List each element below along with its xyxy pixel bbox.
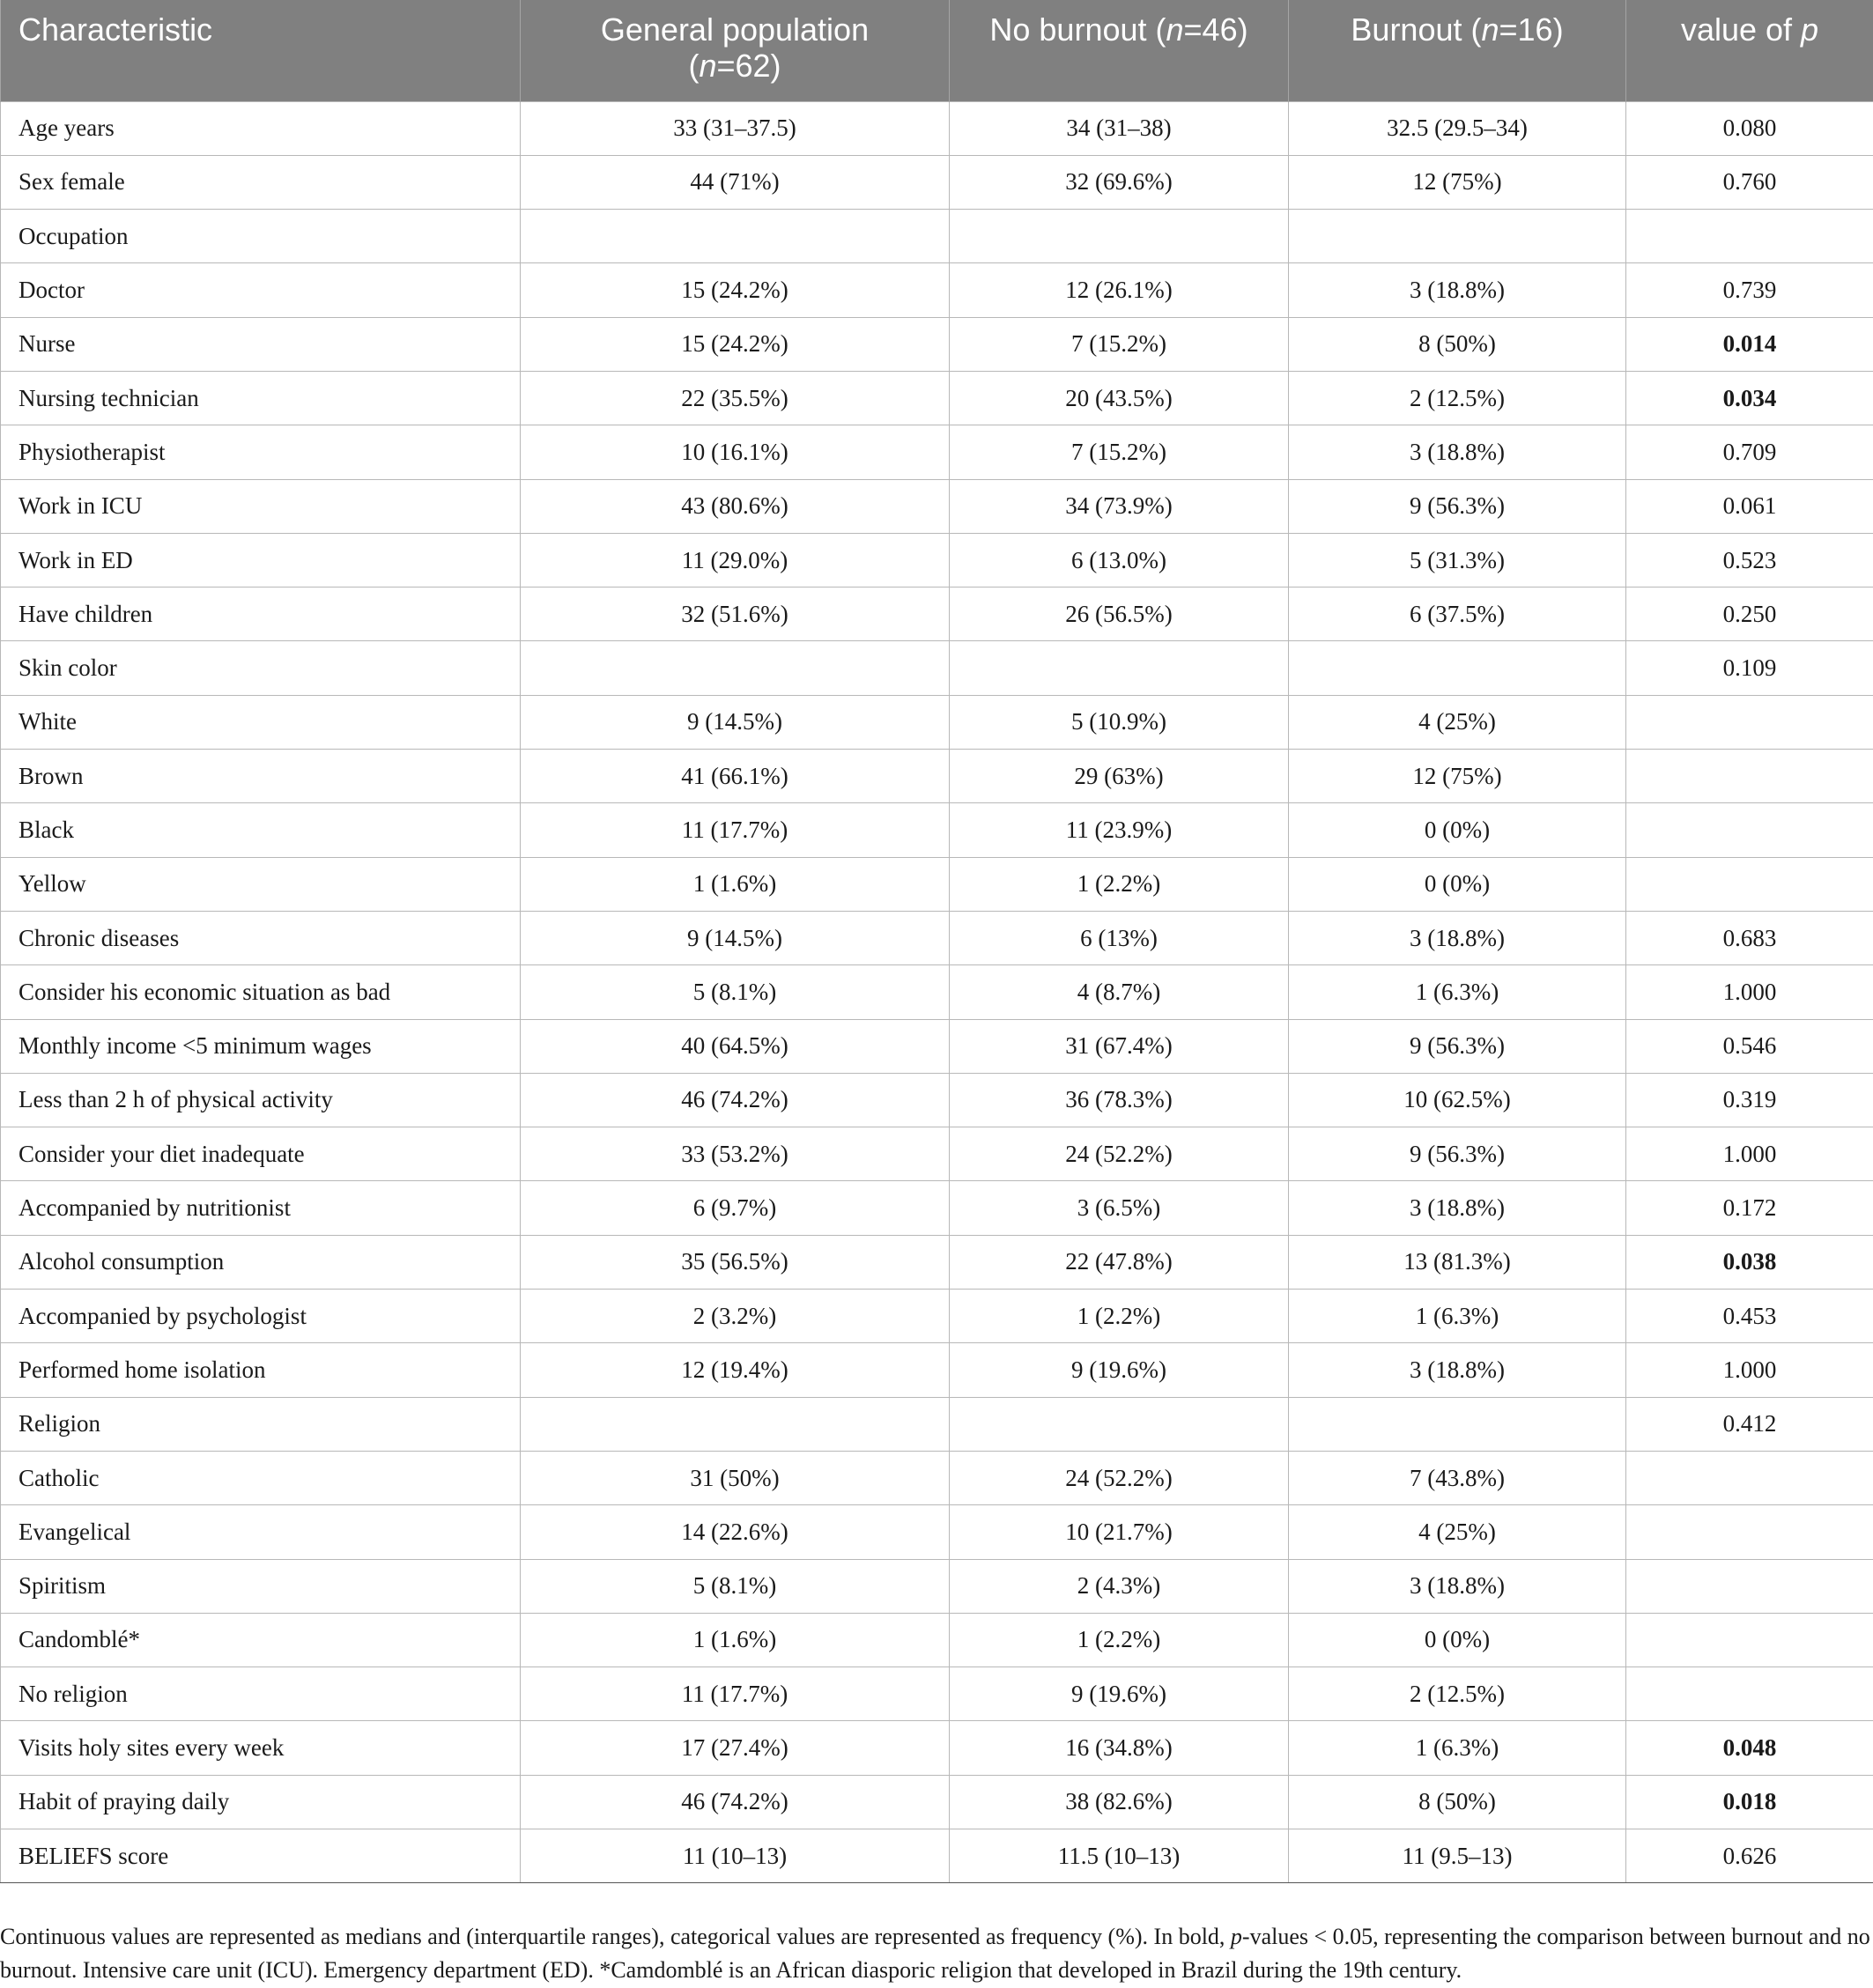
- table-row: [1, 1775, 1873, 1829]
- characteristic-cell: Work in ED: [1, 533, 521, 587]
- general-population-cell: 17 (27.4%): [521, 1721, 950, 1775]
- table-row: [1, 101, 1873, 155]
- no-burnout-cell: 6 (13%): [950, 911, 1289, 964]
- characteristic-cell: Catholic: [1, 1451, 521, 1504]
- general-population-cell: [521, 641, 950, 695]
- header-general-population: [521, 0, 950, 101]
- no-burnout-cell: 31 (67.4%): [950, 1019, 1289, 1073]
- no-burnout-cell: 12 (26.1%): [950, 263, 1289, 317]
- table-row: [1, 210, 1873, 263]
- p-value-cell: [1626, 695, 1873, 749]
- general-population-cell: 22 (35.5%): [521, 371, 950, 425]
- burnout-cell: 0 (0%): [1289, 803, 1626, 857]
- general-population-cell: 31 (50%): [521, 1451, 950, 1504]
- no-burnout-cell: 24 (52.2%): [950, 1127, 1289, 1181]
- p-value-cell: 0.739: [1626, 263, 1873, 317]
- burnout-cell: 3 (18.8%): [1289, 1343, 1626, 1397]
- no-burnout-cell: 1 (2.2%): [950, 1613, 1289, 1667]
- table-row: [1, 533, 1873, 587]
- p-value-cell: 0.172: [1626, 1181, 1873, 1235]
- characteristic-cell: Occupation: [1, 210, 521, 263]
- general-population-cell: [521, 210, 950, 263]
- characteristic-cell: Yellow: [1, 857, 521, 911]
- p-value-cell: [1626, 1451, 1873, 1504]
- characteristic-cell: Accompanied by psychologist: [1, 1290, 521, 1343]
- no-burnout-cell: 34 (31–38): [950, 101, 1289, 155]
- general-population-cell: [521, 1397, 950, 1451]
- general-population-cell: 1 (1.6%): [521, 857, 950, 911]
- characteristic-cell: Nurse: [1, 317, 521, 371]
- general-population-cell: 33 (31–37.5): [521, 101, 950, 155]
- no-burnout-cell: 9 (19.6%): [950, 1667, 1289, 1721]
- no-burnout-cell: 20 (43.5%): [950, 371, 1289, 425]
- table-row: [1, 371, 1873, 425]
- table-row: [1, 1721, 1873, 1775]
- general-population-cell: 44 (71%): [521, 155, 950, 209]
- header-p-value: value of p: [1626, 0, 1873, 101]
- general-population-cell: 11 (17.7%): [521, 803, 950, 857]
- general-population-cell: 41 (66.1%): [521, 750, 950, 803]
- characteristic-cell: Less than 2 h of physical activity: [1, 1073, 521, 1127]
- characteristic-cell: Religion: [1, 1397, 521, 1451]
- p-value-cell: 0.018: [1626, 1775, 1873, 1829]
- table-row: [1, 750, 1873, 803]
- burnout-cell: 6 (37.5%): [1289, 588, 1626, 641]
- table-row: [1, 1613, 1873, 1667]
- p-value-cell: [1626, 1559, 1873, 1613]
- characteristic-cell: Black: [1, 803, 521, 857]
- burnout-cell: 12 (75%): [1289, 750, 1626, 803]
- characteristic-cell: BELIEFS score: [1, 1829, 521, 1883]
- table-row: [1, 1181, 1873, 1235]
- no-burnout-cell: 29 (63%): [950, 750, 1289, 803]
- no-burnout-cell: 22 (47.8%): [950, 1235, 1289, 1289]
- p-value-cell: 0.760: [1626, 155, 1873, 209]
- general-population-cell: 6 (9.7%): [521, 1181, 950, 1235]
- table-row: [1, 965, 1873, 1019]
- characteristic-cell: No religion: [1, 1667, 521, 1721]
- characteristic-cell: Have children: [1, 588, 521, 641]
- table-row: [1, 263, 1873, 317]
- no-burnout-cell: 24 (52.2%): [950, 1451, 1289, 1504]
- burnout-cell: 4 (25%): [1289, 695, 1626, 749]
- table-row: [1, 803, 1873, 857]
- p-value-cell: 0.061: [1626, 479, 1873, 533]
- burnout-cell: 5 (31.3%): [1289, 533, 1626, 587]
- general-population-cell: 46 (74.2%): [521, 1073, 950, 1127]
- burnout-cell: 3 (18.8%): [1289, 1181, 1626, 1235]
- table-footnote: Continuous values are represented as medians and (interquartile ranges), categorical values are represented as frequency (%). In bold, p-values < 0.05, representing the comparison between burnout and no burnout. Intensive care unit (ICU). Emergency department (ED). *Camdomblé is an African diasporic religion that developed in Brazil during the 19th century.: [0, 1924, 1870, 1983]
- characteristic-cell: White: [1, 695, 521, 749]
- burnout-cell: 8 (50%): [1289, 1775, 1626, 1829]
- burnout-cell: 9 (56.3%): [1289, 479, 1626, 533]
- table-row: [1, 588, 1873, 641]
- table-row: [1, 1073, 1873, 1127]
- burnout-cell: 7 (43.8%): [1289, 1451, 1626, 1504]
- table-row: [1, 1829, 1873, 1883]
- burnout-cell: 3 (18.8%): [1289, 911, 1626, 964]
- burnout-cell: 0 (0%): [1289, 857, 1626, 911]
- no-burnout-cell: 9 (19.6%): [950, 1343, 1289, 1397]
- burnout-cell: 11 (9.5–13): [1289, 1829, 1626, 1883]
- burnout-cell: [1289, 210, 1626, 263]
- p-value-cell: 1.000: [1626, 1343, 1873, 1397]
- p-value-cell: 0.250: [1626, 588, 1873, 641]
- p-value-cell: [1626, 857, 1873, 911]
- table-row: [1, 1235, 1873, 1289]
- burnout-cell: 0 (0%): [1289, 1613, 1626, 1667]
- characteristic-cell: Visits holy sites every week: [1, 1721, 521, 1775]
- p-value-cell: [1626, 210, 1873, 263]
- table-body: [1, 101, 1873, 1883]
- general-population-cell: 46 (74.2%): [521, 1775, 950, 1829]
- general-population-cell: 40 (64.5%): [521, 1019, 950, 1073]
- table-row: [1, 1667, 1873, 1721]
- burnout-cell: 10 (62.5%): [1289, 1073, 1626, 1127]
- header-general-label: General population: [600, 11, 870, 48]
- general-population-cell: 9 (14.5%): [521, 911, 950, 964]
- p-value-cell: 0.412: [1626, 1397, 1873, 1451]
- no-burnout-cell: 2 (4.3%): [950, 1559, 1289, 1613]
- characteristic-cell: Consider his economic situation as bad: [1, 965, 521, 1019]
- p-value-cell: 0.709: [1626, 425, 1873, 479]
- header-characteristic: Characteristic: [1, 0, 521, 101]
- no-burnout-cell: 34 (73.9%): [950, 479, 1289, 533]
- table-row: [1, 1451, 1873, 1504]
- burnout-cell: [1289, 641, 1626, 695]
- characteristic-cell: Sex female: [1, 155, 521, 209]
- p-value-cell: 0.546: [1626, 1019, 1873, 1073]
- characteristic-cell: Accompanied by nutritionist: [1, 1181, 521, 1235]
- p-value-cell: 1.000: [1626, 965, 1873, 1019]
- p-value-cell: 0.319: [1626, 1073, 1873, 1127]
- burnout-cell: 9 (56.3%): [1289, 1019, 1626, 1073]
- table-row: [1, 1505, 1873, 1559]
- burnout-cell: 8 (50%): [1289, 317, 1626, 371]
- table-row: [1, 425, 1873, 479]
- no-burnout-cell: 3 (6.5%): [950, 1181, 1289, 1235]
- general-population-cell: 12 (19.4%): [521, 1343, 950, 1397]
- table-row: [1, 317, 1873, 371]
- general-population-cell: 5 (8.1%): [521, 1559, 950, 1613]
- characteristic-cell: Doctor: [1, 263, 521, 317]
- p-value-cell: 0.038: [1626, 1235, 1873, 1289]
- burnout-cell: [1289, 1397, 1626, 1451]
- header-burnout: Burnout (n=16): [1289, 0, 1626, 101]
- characteristic-cell: Habit of praying daily: [1, 1775, 521, 1829]
- characteristic-cell: Candomblé*: [1, 1613, 521, 1667]
- burnout-cell: 12 (75%): [1289, 155, 1626, 209]
- table-row: [1, 695, 1873, 749]
- table-row: [1, 479, 1873, 533]
- header-no-burnout: No burnout (n=46): [950, 0, 1289, 101]
- burnout-cell: 1 (6.3%): [1289, 1290, 1626, 1343]
- general-population-cell: 1 (1.6%): [521, 1613, 950, 1667]
- table-row: [1, 857, 1873, 911]
- table-row: [1, 641, 1873, 695]
- p-value-cell: [1626, 1613, 1873, 1667]
- characteristic-cell: Performed home isolation: [1, 1343, 521, 1397]
- characteristic-cell: Chronic diseases: [1, 911, 521, 964]
- general-population-cell: 32 (51.6%): [521, 588, 950, 641]
- p-value-cell: 0.048: [1626, 1721, 1873, 1775]
- table-row: [1, 155, 1873, 209]
- no-burnout-cell: 36 (78.3%): [950, 1073, 1289, 1127]
- no-burnout-cell: 7 (15.2%): [950, 317, 1289, 371]
- burnout-cell: 3 (18.8%): [1289, 263, 1626, 317]
- general-population-cell: 10 (16.1%): [521, 425, 950, 479]
- characteristic-cell: Consider your diet inadequate: [1, 1127, 521, 1181]
- no-burnout-cell: 7 (15.2%): [950, 425, 1289, 479]
- characteristic-cell: Skin color: [1, 641, 521, 695]
- no-burnout-cell: 26 (56.5%): [950, 588, 1289, 641]
- burnout-cell: 13 (81.3%): [1289, 1235, 1626, 1289]
- general-population-cell: 11 (29.0%): [521, 533, 950, 587]
- no-burnout-cell: 5 (10.9%): [950, 695, 1289, 749]
- burnout-cell: 2 (12.5%): [1289, 1667, 1626, 1721]
- general-population-cell: 9 (14.5%): [521, 695, 950, 749]
- no-burnout-cell: [950, 210, 1289, 263]
- characteristic-cell: Work in ICU: [1, 479, 521, 533]
- characteristic-cell: Age years: [1, 101, 521, 155]
- characteristic-cell: Alcohol consumption: [1, 1235, 521, 1289]
- characteristic-cell: Spiritism: [1, 1559, 521, 1613]
- p-value-cell: 0.109: [1626, 641, 1873, 695]
- no-burnout-cell: 6 (13.0%): [950, 533, 1289, 587]
- burnout-cell: 2 (12.5%): [1289, 371, 1626, 425]
- general-population-cell: 11 (10–13): [521, 1829, 950, 1883]
- p-value-cell: 0.453: [1626, 1290, 1873, 1343]
- general-population-cell: 11 (17.7%): [521, 1667, 950, 1721]
- no-burnout-cell: [950, 641, 1289, 695]
- burnout-cell: 1 (6.3%): [1289, 1721, 1626, 1775]
- p-value-cell: 0.034: [1626, 371, 1873, 425]
- p-value-cell: [1626, 750, 1873, 803]
- p-value-cell: 0.080: [1626, 101, 1873, 155]
- burnout-cell: 3 (18.8%): [1289, 1559, 1626, 1613]
- no-burnout-cell: 1 (2.2%): [950, 857, 1289, 911]
- general-population-cell: 14 (22.6%): [521, 1505, 950, 1559]
- p-value-cell: 0.626: [1626, 1829, 1873, 1883]
- no-burnout-cell: 4 (8.7%): [950, 965, 1289, 1019]
- general-population-cell: 43 (80.6%): [521, 479, 950, 533]
- no-burnout-cell: 38 (82.6%): [950, 1775, 1289, 1829]
- burnout-cell: 1 (6.3%): [1289, 965, 1626, 1019]
- general-population-cell: 33 (53.2%): [521, 1127, 950, 1181]
- no-burnout-cell: 11 (23.9%): [950, 803, 1289, 857]
- table-row: [1, 1343, 1873, 1397]
- table-row: [1, 1127, 1873, 1181]
- general-population-cell: 5 (8.1%): [521, 965, 950, 1019]
- table-row: [1, 911, 1873, 964]
- table-row: [1, 1290, 1873, 1343]
- p-value-cell: 0.523: [1626, 533, 1873, 587]
- no-burnout-cell: 11.5 (10–13): [950, 1829, 1289, 1883]
- general-population-cell: 15 (24.2%): [521, 317, 950, 371]
- header-general-n: (n=62): [688, 48, 781, 84]
- p-value-cell: 0.014: [1626, 317, 1873, 371]
- no-burnout-cell: [950, 1397, 1289, 1451]
- characteristic-cell: Evangelical: [1, 1505, 521, 1559]
- burnout-cell: 4 (25%): [1289, 1505, 1626, 1559]
- characteristic-cell: Nursing technician: [1, 371, 521, 425]
- no-burnout-cell: 16 (34.8%): [950, 1721, 1289, 1775]
- general-population-cell: 15 (24.2%): [521, 263, 950, 317]
- no-burnout-cell: 1 (2.2%): [950, 1290, 1289, 1343]
- p-value-cell: [1626, 1505, 1873, 1559]
- p-value-cell: [1626, 1667, 1873, 1721]
- p-value-cell: [1626, 803, 1873, 857]
- table-row: [1, 1559, 1873, 1613]
- burnout-cell: 32.5 (29.5–34): [1289, 101, 1626, 155]
- general-population-cell: 2 (3.2%): [521, 1290, 950, 1343]
- burnout-cell: 3 (18.8%): [1289, 425, 1626, 479]
- no-burnout-cell: 10 (21.7%): [950, 1505, 1289, 1559]
- p-value-cell: 0.683: [1626, 911, 1873, 964]
- characteristic-cell: Monthly income <5 minimum wages: [1, 1019, 521, 1073]
- general-population-cell: 35 (56.5%): [521, 1235, 950, 1289]
- table-row: [1, 1019, 1873, 1073]
- no-burnout-cell: 32 (69.6%): [950, 155, 1289, 209]
- characteristic-cell: Physiotherapist: [1, 425, 521, 479]
- characteristic-cell: Brown: [1, 750, 521, 803]
- table-header-row: [1, 0, 1873, 101]
- p-value-cell: 1.000: [1626, 1127, 1873, 1181]
- burnout-cell: 9 (56.3%): [1289, 1127, 1626, 1181]
- table-row: [1, 1397, 1873, 1451]
